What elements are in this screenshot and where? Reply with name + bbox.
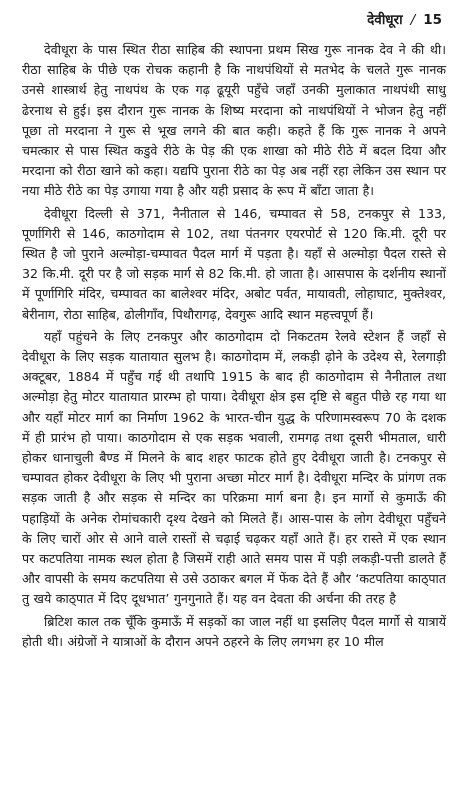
book-page [22, 10, 446, 654]
paragraph: यहाँ पहुंचने के लिए टनकपुर और काठगोदाम दो निकटतम रेलवे स्टेशन हैं जहाँ से देवीधूरा के लिए सड़क यातायात सुलभ है। काठगोदाम में, लकड़ी ढ़ोने के उदेश्य से, रेलगाड़ी अक्टूबर, 1884 में पहुँच गई थी तथापि 1915 के बाद ही काठगोदाम से नैनीताल तथा अल्मोड़ा हेतु मोटर यातायात प्रारम्भ हो पाया। देवीधूरा क्षेत्र इस दृष्टि से बहुत पीछे रह गया था और यहाँ मोटर मार्ग का निर्माण 1962 के भारत-चीन युद्ध के परिणामस्वरूप 70 के दशक में ही प्रारंभ हो पाया। काठगोदाम से एक सड़क भवाली, रामगढ़ तथा दूसरी भीमताल, धारी होकर धानाचुली बैण्ड में मिलने के बाद शहर फाटक होते हुए देवीधूरा जाती है। टनकपुर से चम्पावत होकर देवीधूरा के लिए भी पुराना अच्छा मोटर मार्ग है। देवीधूरा मन्दिर के प्रांगण तक सड़क जाती है और सड़क से मन्दिर का परिक्रमा मार्ग बना है। इन मार्गो से कुमाऊँ की पहाड़ियों के अनेक रोमांचकारी दृश्य देखने को मिलते हैं। आस-पास के लोग देवीधूरा पहुँचने के लिए चारों ओर से आने वाले रास्तों से चढ़ाई चढ़कर यहाँ आते हैं। हर रास्ते में एक स्थान पर कटपतिया नामक स्थल होता है जिसमें राही आते समय पास में पड़ी लकड़ी-पत्ती डालते हैं और वापसी के समय कटपतिया से उसे उठाकर बगल में फेंक देते हैं और ‘कटपतिया काठ्पात तु खये काठ्पात में दिए दूधभात’ गुनगुनाते हैं। यह वन देवता की अर्चना की तरह है [22, 328, 446, 607]
paragraph: देवीधूरा दिल्ली से 371, नैनीताल से 146, चम्पावत से 58, टनकपुर से 133, पूर्णागिरी से 146, काठगोदाम से 102, तथा पंतनगर एयरपोर्ट से 120 कि.मी. दूरी पर स्थित है जो पुराने अल्मोड़ा-चम्पावत पैदल मार्ग में पड़ता है। यहाँ से अल्मोड़ा पैदल रास्ते से 32 कि.मी. दूरी पर है जो सड़क मार्ग से 82 कि.मी. हो जाता है। आसपास के दर्शनीय स्थानों में पूर्णागिरि मंदिर, चम्पावत का बालेश्वर मंदिर, अबोट पर्वत, मायावती, लोहाघाट, मुक्तेश्वर, बेरीनाग, रोठा साहिब, ढोलीगाँव, पिथौरागढ़, देवगुरू आदि स्थान महत्त्वपूर्ण हैं। [22, 205, 446, 322]
page-number: 15 [423, 12, 442, 28]
paragraph: देवीधूरा के पास स्थित रीठा साहिब की स्थापना प्रथम सिख गुरू नानक देव ने की थी। रीठा साहिब के पीछे एक रोचक कहानी है कि नाथपंथियों से मतभेद के चलते गुरू नानक उनसे शास्त्रार्थ हेतु नाथपंथ के एक गढ़ ढूयूरी पहुँचे जहाँ उनकी मुलाकात नाथपंथी साधु ढेरनाथ से हुई। इस दौरान गुरू नानक के शिष्य मरदाना को नाथपंथियों ने भोजन हेतु नहीं पूछा तो मरदाना ने गुरू से भूख लगने की बात कही। कहते हैं कि गुरू नानक ने अपने चमत्कार से पास स्थित कडुवे रीठे के पेड़ की एक शाखा को मीठे रीठे में बदल दिया और मरदाना को रीठा खाने को कहा। यद्यपि पुराना रीठे का पेड़ अब नहीं रहा लेकिन उस स्थान पर नया मीठे रीठे का पेड़ उगाया गया है और यही प्रसाद के रूप में बाँटा जाता है। [22, 42, 446, 199]
paragraph: ब्रिटिश काल तक चूँकि कुमाऊँ में सड़कों का जाल नहीं था इसलिए पैदल मार्गो से यात्रायें होती थी। अंग्रेजों ने यात्राओं के दौरान अपने ठहरने के लिए लगभग हर 10 मील [22, 613, 446, 649]
header-separator: / [410, 12, 416, 28]
running-title: देवीधूरा [367, 12, 403, 28]
page-header [22, 10, 442, 28]
